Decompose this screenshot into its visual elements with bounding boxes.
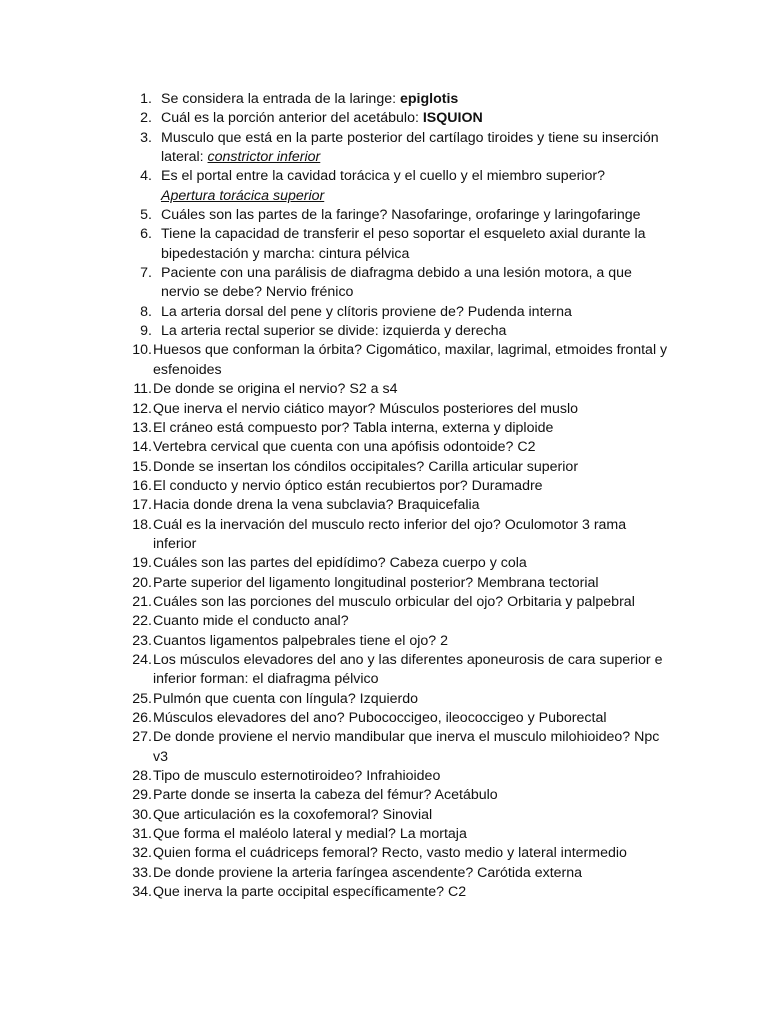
item-answer: epiglotis	[399, 91, 459, 107]
item-question: Cuantos ligamentos palpebrales tiene el ojo? 2	[153, 632, 448, 649]
list-item	[110, 554, 670, 573]
item-number: 6.	[140, 226, 152, 243]
item-number: 5.	[140, 207, 152, 224]
list-item	[110, 167, 670, 206]
item-answer: Apertura torácica superior	[161, 187, 325, 204]
list-item	[110, 206, 670, 225]
list-item	[110, 303, 670, 322]
item-question: Hacia donde drena la vena subclavia? Braquicefalia	[153, 497, 480, 514]
item-number: 30.	[132, 806, 152, 823]
item-number: 34.	[132, 884, 152, 901]
item-question: La arteria dorsal del pene y clítoris proviene de? Pudenda interna	[161, 303, 572, 320]
item-question: Parte superior del ligamento longitudinal posterior? Membrana tectorial	[153, 574, 599, 591]
list-item	[110, 225, 670, 264]
item-number: 7.	[140, 265, 152, 282]
item-number: 25.	[132, 690, 152, 707]
item-question: Músculos elevadores del ano? Pubococcigeo, ileococcigeo y Puborectal	[153, 710, 607, 726]
item-question: Vertebra cervical que cuenta con una apófisis odontoide? C2	[153, 439, 536, 456]
item-number: 1.	[140, 91, 152, 107]
item-number: 18.	[132, 516, 152, 533]
item-question: Cuáles son las porciones del musculo orbicular del ojo? Orbitaria y palpebral	[153, 593, 635, 610]
item-text	[152, 458, 670, 477]
list-item	[110, 651, 670, 690]
list-item	[110, 516, 670, 555]
item-number: 31.	[132, 826, 152, 843]
list-item	[110, 806, 670, 825]
item-number: 19.	[132, 555, 152, 572]
item-text	[152, 400, 670, 419]
list-item	[110, 825, 670, 844]
list-item	[110, 883, 670, 902]
item-number: 17.	[132, 497, 152, 514]
item-question: Que forma el maléolo lateral y medial? La mortaja	[153, 826, 467, 843]
item-number: 2.	[140, 110, 152, 127]
item-question: El cráneo está compuesto por? Tabla interna, externa y diploide	[153, 419, 554, 436]
item-question: El conducto y nervio óptico están recubiertos por? Duramadre	[153, 477, 543, 494]
item-text	[152, 419, 670, 438]
list-item	[110, 322, 670, 341]
item-text	[152, 264, 670, 303]
item-question: De donde se origina el nervio? S2 a s4	[153, 381, 398, 398]
item-text	[152, 632, 670, 651]
item-text	[152, 806, 670, 825]
item-question: De donde proviene la arteria faríngea ascendente? Carótida externa	[153, 864, 583, 881]
list-item	[110, 264, 670, 303]
item-text	[152, 825, 670, 844]
item-number: 13.	[132, 419, 152, 436]
item-question: Quien forma el cuádriceps femoral? Recto, vasto medio y lateral intermedio	[153, 845, 627, 862]
item-question: Tipo de musculo esternotiroideo? Infrahioideo	[153, 768, 441, 785]
item-question: Cuál es la inervación del musculo recto inferior del ojo? Oculomotor 3 rama inferior	[153, 516, 627, 552]
item-number: 21.	[132, 593, 152, 610]
item-question: Es el portal entre la cavidad torácica y el cuello y el miembro superior?	[161, 168, 605, 185]
item-text	[152, 864, 670, 883]
item-text	[152, 593, 670, 612]
item-number: 4.	[140, 168, 152, 185]
item-question: Musculo que está en la parte posterior del cartílago tiroides y tiene su inserción lateral:	[161, 129, 659, 166]
item-text	[152, 651, 670, 690]
item-text	[152, 109, 670, 128]
item-number: 23.	[132, 632, 152, 649]
item-number: 3.	[140, 129, 152, 146]
list-item	[110, 728, 670, 767]
item-number: 29.	[132, 787, 152, 804]
item-text	[152, 690, 670, 709]
item-question: Cuál es la porción anterior del acetábulo:	[161, 110, 423, 127]
item-question: De donde proviene el nervio mandibular que inerva el musculo milohioideo? Npc v3	[153, 729, 660, 765]
list-item	[110, 864, 670, 883]
list-item	[110, 593, 670, 612]
item-question: Que inerva el nervio ciático mayor? Músculos posteriores del muslo	[153, 400, 579, 417]
item-text	[152, 554, 670, 573]
item-text	[152, 767, 670, 786]
item-question: Que articulación es la coxofemoral? Sinovial	[153, 806, 433, 823]
list-item	[110, 767, 670, 786]
item-text	[152, 574, 670, 593]
item-text	[152, 883, 670, 902]
item-text	[152, 844, 670, 863]
item-number: 20.	[132, 574, 152, 591]
list-item	[110, 612, 670, 631]
item-number: 11.	[133, 381, 152, 398]
item-number: 15.	[132, 458, 152, 475]
list-item	[110, 380, 670, 399]
item-text	[152, 129, 670, 168]
item-text	[152, 477, 670, 496]
list-item	[110, 690, 670, 709]
item-number: 16.	[132, 477, 152, 494]
item-text	[152, 728, 670, 767]
item-number: 22.	[132, 613, 152, 630]
list-item	[110, 90, 670, 109]
item-text	[152, 90, 670, 109]
item-number: 33.	[132, 864, 152, 881]
item-question: Cuáles son las partes del epidídimo? Cabeza cuerpo y cola	[153, 555, 527, 572]
list-item	[110, 477, 670, 496]
item-number: 26.	[132, 710, 152, 726]
item-number: 32.	[132, 845, 152, 862]
item-number: 12.	[132, 400, 152, 417]
item-question: Los músculos elevadores del ano y las diferentes aponeurosis de cara superior e inferior forman: el diafragma pélvico	[153, 651, 663, 688]
item-text	[152, 303, 670, 322]
item-question: La arteria rectal superior se divide: izquierda y derecha	[161, 323, 507, 340]
item-number: 10.	[132, 342, 152, 359]
item-question: Cuanto mide el conducto anal?	[153, 613, 349, 630]
item-question: Parte donde se inserta la cabeza del fémur? Acetábulo	[153, 787, 498, 804]
question-list	[110, 90, 670, 902]
list-item	[110, 458, 670, 477]
item-question: Se considera la entrada de la laringe:	[161, 91, 400, 107]
item-question: Pulmón que cuenta con língula? Izquierdo	[153, 690, 419, 707]
list-item	[110, 341, 670, 380]
item-text	[152, 612, 670, 631]
item-question: Paciente con una parálisis de diafragma debido a una lesión motora, a que nervio se debe? Nervio frénico	[161, 265, 632, 301]
item-text	[152, 341, 670, 380]
item-question: Huesos que conforman la órbita? Cigomático, maxilar, lagrimal, etmoides frontal y esfenoides	[153, 342, 668, 378]
list-item	[110, 438, 670, 457]
list-item	[110, 632, 670, 651]
item-text	[152, 225, 670, 264]
item-text	[152, 496, 670, 515]
item-text	[152, 438, 670, 457]
list-item	[110, 574, 670, 593]
item-number: 8.	[140, 303, 152, 320]
list-item	[110, 419, 670, 438]
list-item	[110, 786, 670, 805]
item-number: 28.	[132, 768, 152, 785]
list-item	[110, 109, 670, 128]
item-answer: constrictor inferior	[207, 149, 321, 166]
item-text	[152, 516, 670, 555]
item-text	[152, 786, 670, 805]
list-item	[110, 709, 670, 728]
item-text	[152, 206, 670, 225]
item-text	[152, 322, 670, 341]
item-number: 24.	[132, 651, 152, 668]
item-number: 14.	[132, 439, 152, 456]
item-number: 9.	[140, 323, 152, 340]
item-question: Donde se insertan los cóndilos occipitales? Carilla articular superior	[153, 458, 579, 475]
list-item	[110, 496, 670, 515]
item-question: Que inerva la parte occipital específicamente? C2	[153, 884, 467, 901]
item-text	[152, 380, 670, 399]
item-text	[152, 167, 670, 206]
list-item	[110, 129, 670, 168]
item-answer: ISQUION	[422, 110, 483, 127]
list-item	[110, 844, 670, 863]
item-question: Cuáles son las partes de la faringe? Nasofaringe, orofaringe y laringofaringe	[161, 207, 641, 224]
item-number: 27.	[132, 729, 152, 746]
item-text	[152, 709, 670, 728]
list-item	[110, 400, 670, 419]
item-question: Tiene la capacidad de transferir el peso soportar el esqueleto axial durante la bipedestación y marcha: cintura pélvica	[161, 226, 646, 262]
